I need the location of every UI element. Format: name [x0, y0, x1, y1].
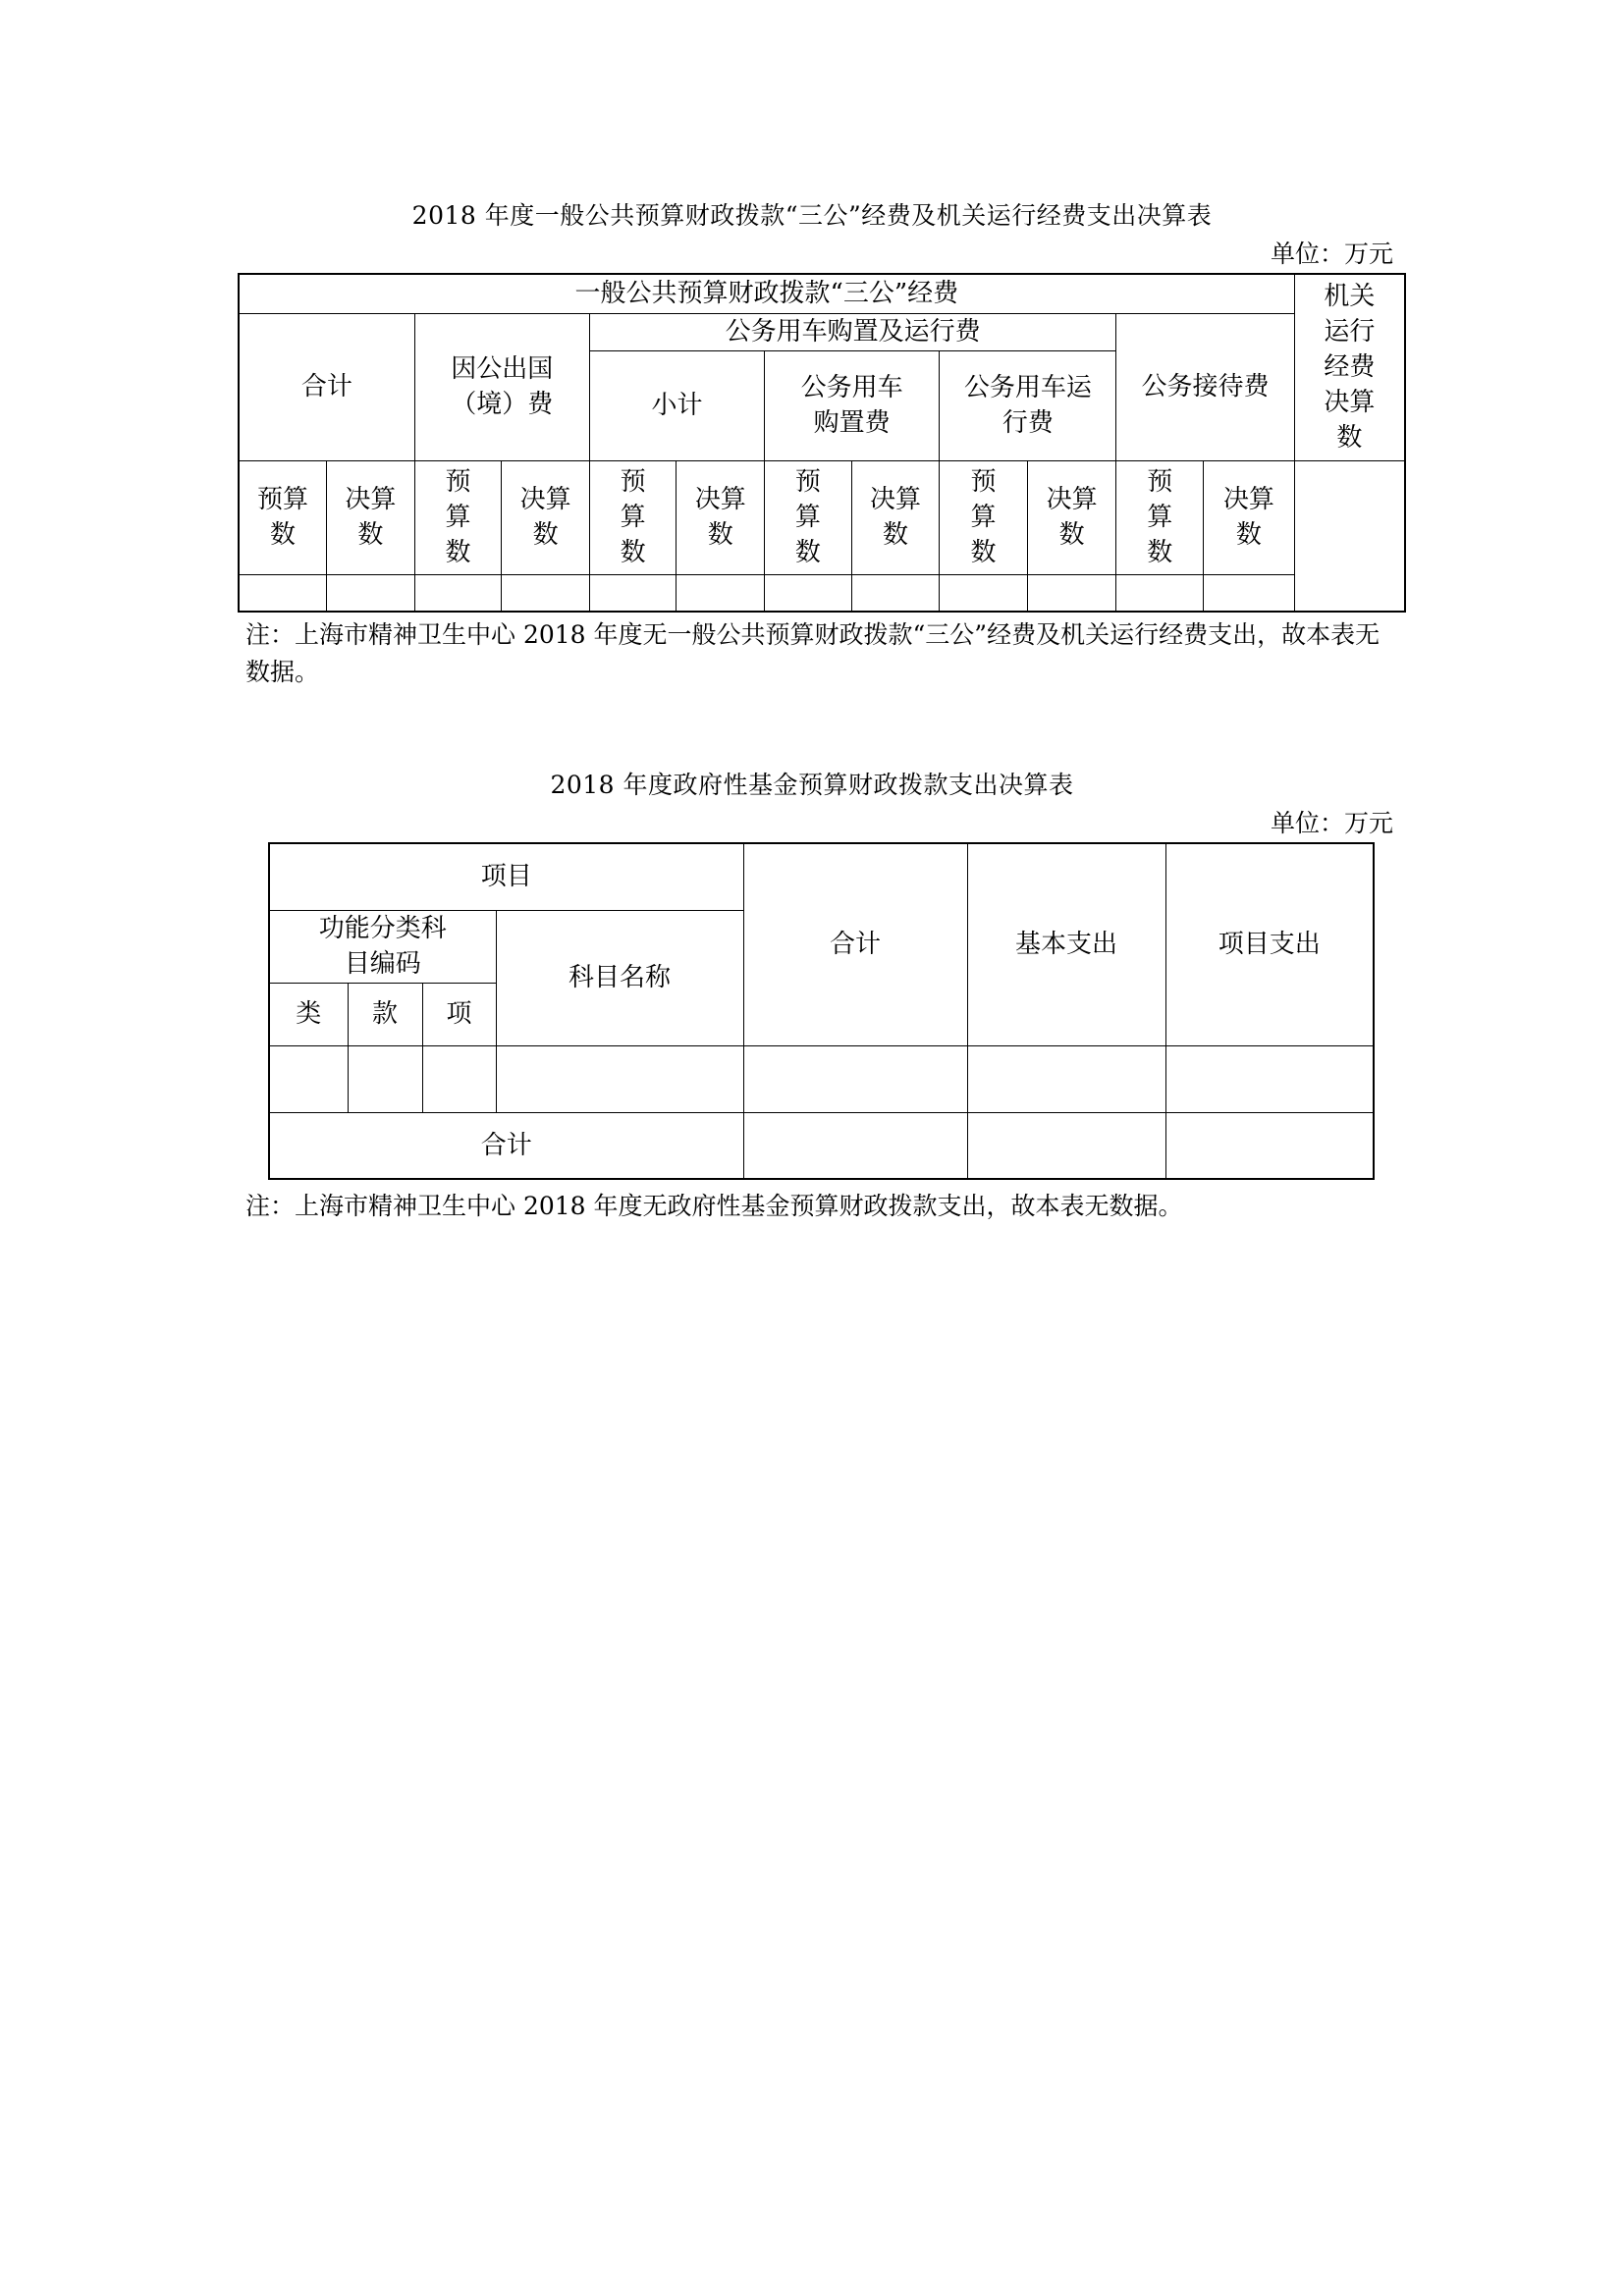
- data-cell: [677, 574, 765, 612]
- total-final: 决算数: [327, 460, 415, 574]
- data-cell: [1027, 574, 1116, 612]
- table2-note: 注：上海市精神卫生中心 2018 年度无政府性基金预算财政拨款支出，故本表无数据。: [245, 1192, 1183, 1220]
- header-vehicle-group: 公务用车购置及运行费: [589, 313, 1116, 350]
- header-total: 合计: [239, 313, 414, 460]
- row-total-label: 合计: [269, 1112, 743, 1179]
- data-cell: [743, 1045, 967, 1112]
- header-subtotal: 小计: [589, 350, 764, 460]
- vehicle-run-budget: 预算数: [940, 460, 1028, 574]
- data-cell: [327, 574, 415, 612]
- header-reception: 公务接待费: [1116, 313, 1294, 460]
- header-three-public: 一般公共预算财政拨款“三公”经费: [239, 274, 1294, 313]
- header-basic: 基本支出: [967, 843, 1165, 1045]
- data-cell: [1204, 574, 1295, 612]
- data-cell: [765, 574, 852, 612]
- subtotal-budget: 预算数: [589, 460, 677, 574]
- data-cell: [589, 574, 677, 612]
- abroad-final: 决算数: [502, 460, 590, 574]
- table1-unit: 单位：万元: [1270, 240, 1393, 268]
- header-function-code: 功能分类科目编码: [269, 910, 496, 983]
- data-cell: [239, 574, 327, 612]
- vehicle-buy-final: 决算数: [851, 460, 940, 574]
- header-jiguan-operating: 机关运行经费决算数: [1294, 274, 1405, 460]
- data-cell: [348, 1045, 422, 1112]
- government-fund-table: [268, 842, 1375, 1180]
- data-cell: [414, 574, 502, 612]
- header-vehicle-run: 公务用车运行费: [940, 350, 1116, 460]
- jiguan-value: [1294, 460, 1405, 612]
- data-cell: [269, 1045, 348, 1112]
- header-total: 合计: [743, 843, 967, 1045]
- table2-title: 2018 年度政府性基金预算财政拨款支出决算表: [550, 771, 1074, 799]
- total-budget: 预算数: [239, 460, 327, 574]
- header-abroad: 因公出国（境）费: [414, 313, 589, 460]
- data-cell: [851, 574, 940, 612]
- data-cell: [940, 574, 1028, 612]
- vehicle-buy-budget: 预算数: [765, 460, 852, 574]
- reception-budget: 预算数: [1116, 460, 1204, 574]
- header-kuan: 款: [348, 983, 422, 1045]
- data-cell: [1116, 574, 1204, 612]
- header-vehicle-buy: 公务用车购置费: [765, 350, 940, 460]
- header-item: 项目: [269, 843, 743, 910]
- table1-note: 注：上海市精神卫生中心 2018 年度无一般公共预算财政拨款“三公”经费及机关运行经费支出，故本表无数据。: [245, 620, 1380, 686]
- data-cell: [1165, 1045, 1374, 1112]
- data-cell: [967, 1045, 1165, 1112]
- vehicle-run-final: 决算数: [1027, 460, 1116, 574]
- data-cell: [1165, 1112, 1374, 1179]
- data-cell: [743, 1112, 967, 1179]
- header-xiang: 项: [422, 983, 496, 1045]
- data-cell: [422, 1045, 496, 1112]
- table1-title: 2018 年度一般公共预算财政拨款“三公”经费及机关运行经费支出决算表: [411, 201, 1213, 230]
- reception-final: 决算数: [1204, 460, 1295, 574]
- header-project: 项目支出: [1165, 843, 1374, 1045]
- subtotal-final: 决算数: [677, 460, 765, 574]
- data-cell: [502, 574, 590, 612]
- data-cell: [496, 1045, 743, 1112]
- three-public-expense-table: [238, 273, 1406, 613]
- header-subject-name: 科目名称: [496, 910, 743, 1045]
- table2-unit: 单位：万元: [1270, 809, 1393, 837]
- header-lei: 类: [269, 983, 348, 1045]
- data-cell: [967, 1112, 1165, 1179]
- abroad-budget: 预算数: [414, 460, 502, 574]
